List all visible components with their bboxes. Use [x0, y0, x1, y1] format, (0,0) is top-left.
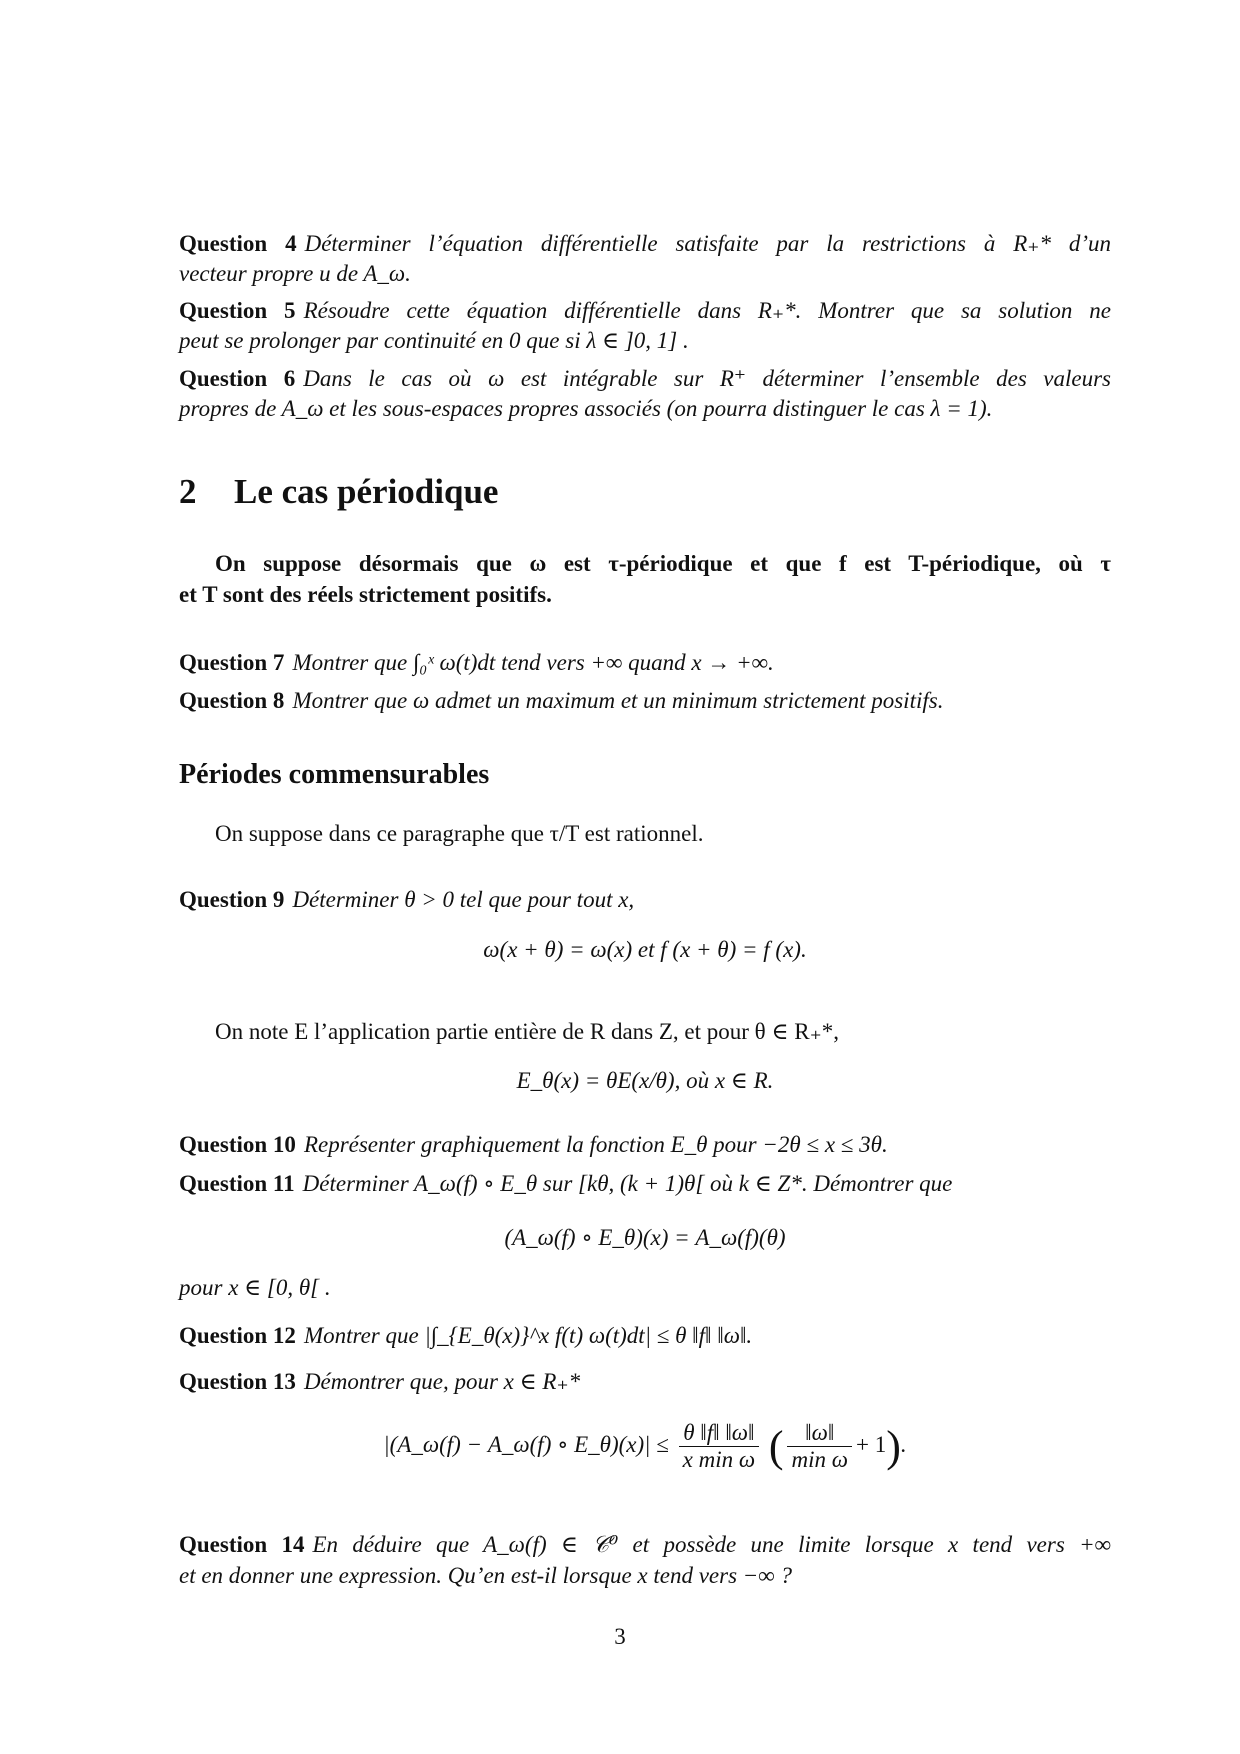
question-8: Question 8 Montrer que ω admet un maximum et un minimum strictement positifs.: [179, 688, 944, 713]
question-13-inequality: |(A_ω(f) − A_ω(f) ∘ E_θ)(x)| ≤ $\frac{\theta ‖f‖ ‖\omega‖}{\text{x min ω}}$ ( $\frac{‖\omega‖}{\text{min ω}}$ + 1).: [383, 1420, 907, 1472]
right-paren: ): [886, 1422, 901, 1471]
paragraph-rational: On suppose dans ce paragraphe que τ/T est rationnel.: [215, 821, 704, 846]
page-number: 3: [614, 1624, 626, 1649]
fraction-1: $\frac{\theta ‖f‖ ‖\omega‖}{\text{x min ω}}$: [679, 1420, 759, 1473]
question-12: Question 12 Montrer que |∫_{E_θ(x)}^x f(t) ω(t)dt| ≤ θ ‖f‖ ‖ω‖.: [179, 1323, 753, 1348]
question-9: Question 9 Déterminer θ > 0 tel que pour tout x,: [179, 887, 635, 912]
question-10: Question 10 Représenter graphiquement la fonction E_θ pour −2θ ≤ x ≤ 3θ.: [179, 1132, 888, 1157]
integer-part-equation: E_θ(x) = θE(x/θ), où x ∈ R.: [516, 1068, 774, 1093]
fraction-2: $\frac{‖\omega‖}{\text{min ω}}$: [787, 1420, 852, 1473]
question-14-line-1: Question 14 En déduire que A_ω(f) ∈ 𝒞⁰ et possède une limite lorsque x tend vers +∞: [179, 1532, 1111, 1557]
subsection-heading: Périodes commensurables: [179, 759, 490, 790]
question-7: Question 7 Montrer que ∫₀ˣ ω(t)dt tend vers +∞ quand x → +∞.: [179, 650, 774, 675]
question-4-line-1: Question 4 Déterminer l’équation différentielle satisfaite par la restrictions à R₊* d’un: [179, 231, 1111, 256]
question-11: Question 11 Déterminer A_ω(f) ∘ E_θ sur [kθ, (k + 1)θ[ où k ∈ Z*. Démontrer que: [179, 1171, 953, 1196]
question-14-line-2: et en donner une expression. Qu’en est-il lorsque x tend vers −∞ ?: [179, 1563, 792, 1588]
question-6-line-1: Question 6 Dans le cas où ω est intégrable sur R⁺ déterminer l’ensemble des valeurs: [179, 366, 1111, 391]
intro-line-1: On suppose désormais que ω est τ-périodique et que f est T-périodique, où τ: [215, 551, 1111, 576]
intro-line-2: et T sont des réels strictement positifs.: [179, 582, 552, 607]
question-11-equation: (A_ω(f) ∘ E_θ)(x) = A_ω(f)(θ): [504, 1225, 786, 1250]
section-heading: 2 Le cas périodique: [179, 472, 499, 511]
question-5-line-1: Question 5 Résoudre cette équation différentielle dans R₊*. Montrer que sa solution ne: [179, 298, 1111, 323]
question-5-line-2: peut se prolonger par continuité en 0 que si λ ∈ ]0, 1] .: [179, 328, 689, 353]
question-4-line-2: vecteur propre u de A_ω.: [179, 261, 411, 286]
paragraph-integer-part: On note E l’application partie entière de R dans Z, et pour θ ∈ R₊*,: [215, 1019, 839, 1044]
left-paren: (: [768, 1422, 784, 1471]
question-11-after: pour x ∈ [0, θ[ .: [179, 1275, 331, 1300]
question-6-line-2: propres de A_ω et les sous-espaces propres associés (on pourra distinguer le cas λ = 1).: [179, 396, 993, 421]
question-13: Question 13 Démontrer que, pour x ∈ R₊*: [179, 1369, 581, 1394]
question-9-equation: ω(x + θ) = ω(x) et f (x + θ) = f (x).: [483, 937, 807, 962]
